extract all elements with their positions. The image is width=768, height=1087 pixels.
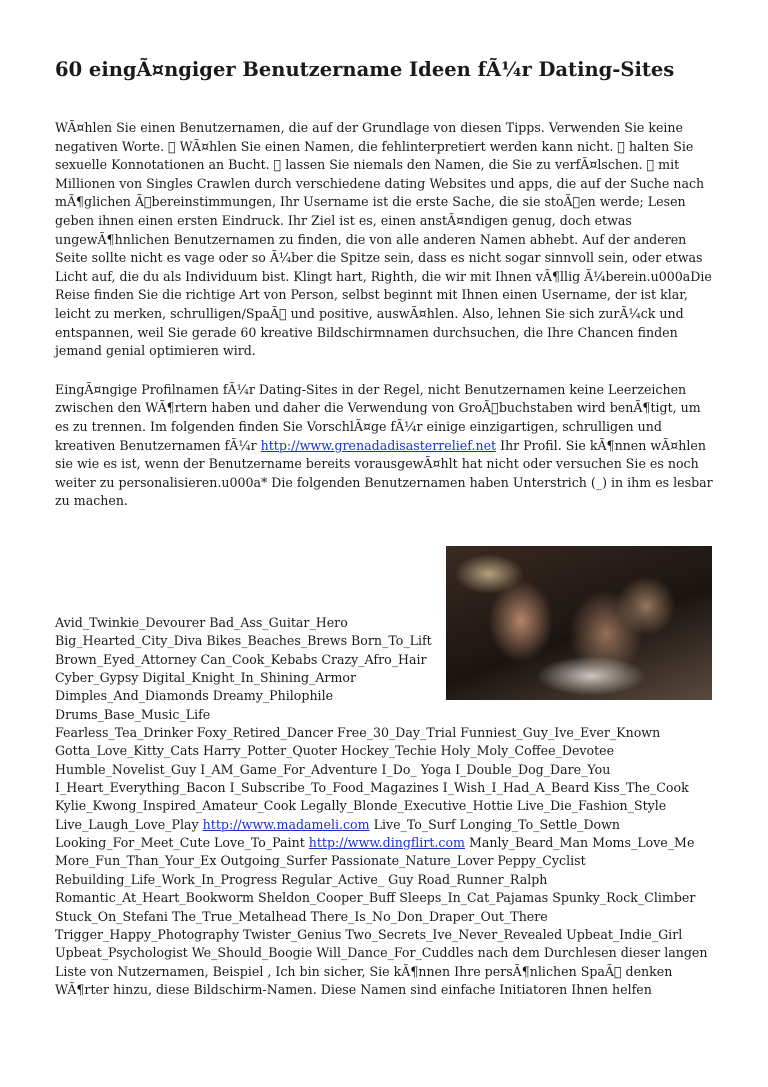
username-list (55, 614, 717, 999)
username-list-part1: Avid_Twinkie_Devourer Bad_Ass_Guitar_Hero Big_Hearted_City_Diva Bikes_Beaches_Brews Born_To_Lift Brown_Eyed_Attorney Can_Cook_Kebabs Crazy_Afro_Hair Cyber_Gypsy Digital_Knight_In_Shining_Armor Dimples_And_Diamonds Dreamy_Philophile Drums_Base_Music_Life (55, 615, 432, 722)
grenada-link[interactable]: http://www.grenadadisasterrelief.net (260, 437, 497, 453)
document-body (55, 58, 715, 511)
madameli-link[interactable]: http://www.madameli.com (202, 816, 370, 832)
second-paragraph-text-a: EingÃ¤ngige Profilnamen fÃ¼r Dating-Sites in der Regel, nicht Benutzernamen keine Leerzeichen zwischen den WÃ¶rtern haben und daher die Verwendung von GroÃ buchstaben wird benÃ¶tigt, um es zu trennen. Im folgenden finden Sie VorschlÃ¤ge fÃ¼r einige einzigartigen, schrulligen und kreativen Benutzernamen fÃ¼r (55, 381, 701, 453)
username-list-text-d: Manly_Beard_Man Moms_Love_Me More_Fun_Than_Your_Ex Outgoing_Surfer Passionate_Nature_Lover Peppy_Cyclist Rebuilding_Life_Work_In_Progress Regular_Active_ Guy Road_Runner_Ralph Romantic_At_Heart_Bookworm Sheldon_Cooper_Buff Sleeps_In_Cat_Pajamas Spunky_Rock_Climber Stuck_On_Stefani The_True_Metalhead There_Is_No_Don_Draper_Out_There Trigger_Happy_Photography Twister_Genius Two_Secrets_Ive_Never_Revealed Upbeat_Indie_Girl Upbeat_Psychologist We_Should_Boogie Will_Dance_For_Cuddles nach dem Durchlesen dieser langen Liste von Nutzernamen, Beispiel , Ich bin sicher, Sie kÃ¶nnen Ihre persÃ¶nlichen SpaÃ  denken WÃ¶rter hinzu, diese Bildschirm-Namen. Diese Namen sind einfache Initiatoren Ihnen helfen (55, 835, 708, 997)
username-list-text-c: Live_To_Surf Longing_To_Settle_Down Looking_For_Meet_Cute Love_To_Paint (55, 816, 621, 851)
intro-paragraph: WÃ¤hlen Sie einen Benutzernamen, die auf der Grundlage von diesen Tipps. Verwenden Sie keine negativen Worte.   WÃ¤hlen Sie einen Namen, die fehlinterpretiert werden kann nicht.   halten Sie sexuelle Konnotationen an Bucht.   lassen Sie niemals den Namen, die Sie zu verfÃ¤lschen.   mit Millionen von Singles Crawlen durch verschiedene dating Websites und apps, die auf der Suche nach mÃ¶glichen Ã bereinstimmungen, Ihr Username ist die erste Sache, die sie stoÃ en werde; Lesen geben ihnen einen ersten Eindruck. Ihr Ziel ist es, einen anstÃ¤ndigen genug, doch etwas ungewÃ¶hnlichen Benutzernamen zu finden, die von alle anderen Namen abhebt. Auf der anderen Seite sollte nicht es vage oder so Ã¼ber die Spitze sein, dass es nicht sogar sinnvoll sein, oder etwas Licht auf, die du als Individuum bist. Klingt hart, Righth, die wir mit Ihnen vÃ¶llig Ã¼berein.u000aDie Reise finden Sie die richtige Art von Person, selbst beginnt mit Ihnen einen Username, der ist klar, leicht zu merken, schrulligen/SpaÃ  und positive, auswÃ¤hlen. Also, lehnen Sie sich zurÃ¼ck und entspannen, weil Sie gerade 60 kreative Bildschirmnamen durchsuchen, die Ihre Chancen finden jemand genial optimieren wird. (55, 120, 712, 359)
page-title: 60 eingÃ¤ngiger Benutzername Ideen fÃ¼r Dating-Sites (55, 58, 675, 81)
username-list-part2 (55, 724, 717, 999)
second-paragraph (55, 381, 715, 511)
second-paragraph-text-b: Ihr Profil. Sie kÃ¶nnen wÃ¤hlen sie wie es ist, wenn der Benutzername bereits vorausgewÃ¤hlt hat nicht oder versuchen Sie es noch weiter zu personalisieren.u000a* Die folgenden Benutzernamen haben Unterstrich (_) in ihm es lesbar zu machen. (55, 437, 713, 509)
username-list-text-b: Fearless_Tea_Drinker Foxy_Retired_Dancer Free_30_Day_Trial Funniest_Guy_Ive_Ever_Known Gotta_Love_Kitty_Cats Harry_Potter_Quoter Hockey_Techie Holy_Moly_Coffee_Devotee Humble_Novelist_Guy I_AM_Game_For_Adventure I_Do_ Yoga I_Double_Dog_Dare_You I_Heart_Everything_Bacon I_Subscribe_To_Food_Magazines I_Wish_I_Had_A_Beard Kiss_The_Cook Kylie_Kwong_Inspired_Amateur_Cook Legally_Blonde_Executive_Hottie Live_Die_Fashion_Style Live_Laugh_Love_Play (55, 725, 689, 832)
dingflirt-link[interactable]: http://www.dingflirt.com (308, 835, 465, 851)
